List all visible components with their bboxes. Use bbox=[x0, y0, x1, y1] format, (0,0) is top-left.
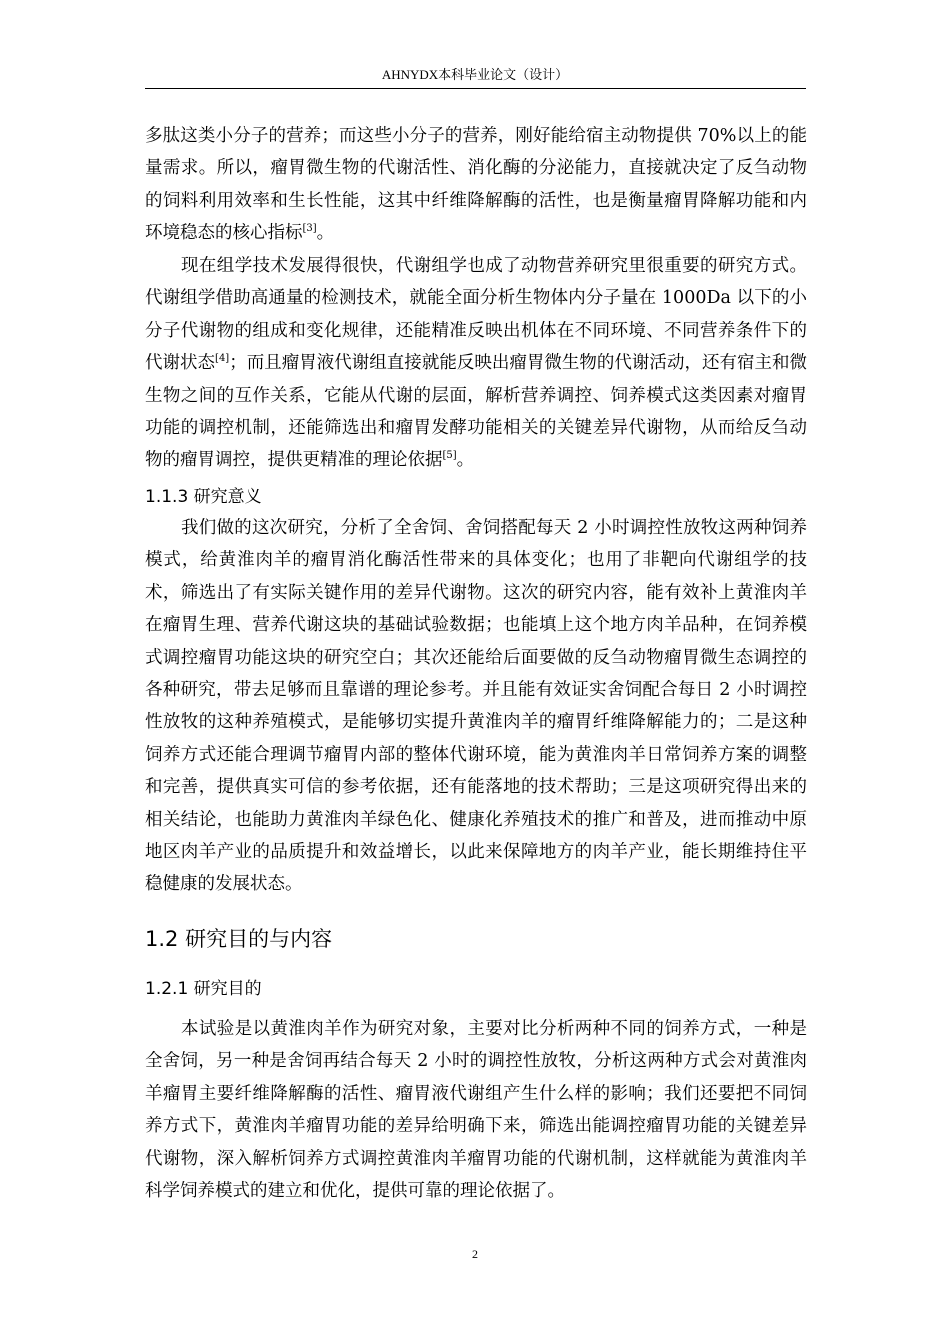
citation-4: [4] bbox=[215, 353, 230, 365]
paragraph-research-purpose: 本试验是以黄淮肉羊作为研究对象，主要对比分析两种不同的饲养方式，一种是全舍饲，另一种是舍饲再结合每天 2 小时的调控性放牧，分析这两种方式会对黄淮肉羊瘤胃主要纤维降解酶的活性、瘤胃液代谢组产生什么样的影响；我们还要把不同饲养方式下，黄淮肉羊瘤胃功能的差异给明确下来，筛选出能调控瘤胃功能的关键差异代谢物，深入解析饲养方式调控黄淮肉羊瘤胃功能的代谢机制，这样就能为黄淮肉羊科学饲养模式的建立和优化，提供可靠的理论依据了。 bbox=[145, 1019, 807, 1202]
paragraph-text: ；而且瘤胃液代谢组直接就能反映出瘤胃微生物的代谢活动，还有宿主和微生物之间的互作关系，它能从代谢的层面，解析营养调控、饲养模式这类因素对瘤胃功能的调控机制，还能筛选出和瘤胃发酵功能相关的关键差异代谢物，从而给反刍动物的瘤胃调控，提供更精准的理论依据 bbox=[145, 353, 808, 471]
paragraph-metabolomics bbox=[145, 250, 807, 477]
page-number: 2 bbox=[472, 1247, 478, 1261]
section-heading-1-1-3: 1.1.3 研究意义 bbox=[145, 487, 262, 507]
paragraph-end: 。 bbox=[316, 223, 335, 244]
running-header: AHNYDX本科毕业论文（设计） bbox=[381, 67, 569, 82]
section-heading-1-2: 1.2 研究目的与内容 bbox=[145, 927, 333, 951]
paragraph-end: 。 bbox=[456, 450, 475, 471]
paragraph-rumen-nutrition bbox=[145, 120, 807, 250]
paragraph-text: 现在组学技术发展得很快，代谢组学也成了动物营养研究里很重要的研究方式。代谢组学借助高通量的检测技术，就能全面分析生物体内分子量在 1000Da 以下的小分子代谢物的组成和变化规律，还能精准反映出机体在不同环境、不同营养条件下的代谢状态 bbox=[145, 256, 807, 374]
paragraph-text: 多肽这类小分子的营养；而这些小分子的营养，刚好能给宿主动物提供 70%以上的能量需求。所以，瘤胃微生物的代谢活性、消化酶的分泌能力，直接就决定了反刍动物的饲料利用效率和生长性能，这其中纤维降解酶的活性，也是衡量瘤胃降解功能和内环境稳态的核心指标 bbox=[145, 126, 807, 244]
citation-3: [3] bbox=[302, 223, 317, 235]
header-rule bbox=[145, 88, 806, 89]
citation-5: [5] bbox=[442, 450, 457, 462]
section-heading-1-2-1: 1.2.1 研究目的 bbox=[145, 979, 262, 999]
paragraph-research-significance: 我们做的这次研究，分析了全舍饲、舍饲搭配每天 2 小时调控性放牧这两种饲养模式，给黄淮肉羊的瘤胃消化酶活性带来的具体变化；也用了非靶向代谢组学的技术，筛选出了有实际关键作用的差异代谢物。这次的研究内容，能有效补上黄淮肉羊在瘤胃生理、营养代谢这块的基础试验数据；也能填上这个地方肉羊品种，在饲养模式调控瘤胃功能这块的研究空白；其次还能给后面要做的反刍动物瘤胃微生态调控的各种研究，带去足够而且靠谱的理论参考。并且能有效证实舍饲配合每日 2 小时调控性放牧的这种养殖模式，是能够切实提升黄淮肉羊的瘤胃纤维降解能力的；二是这种饲养方式还能合理调节瘤胃内部的整体代谢环境，能为黄淮肉羊日常饲养方案的调整和完善，提供真实可信的参考依据，还有能落地的技术帮助；三是这项研究得出来的相关结论，也能助力黄淮肉羊绿色化、健康化养殖技术的推广和普及，进而推动中原地区肉羊产业的品质提升和效益增长，以此来保障地方的肉羊产业，能长期维持住平稳健康的发展状态。 bbox=[145, 518, 807, 895]
